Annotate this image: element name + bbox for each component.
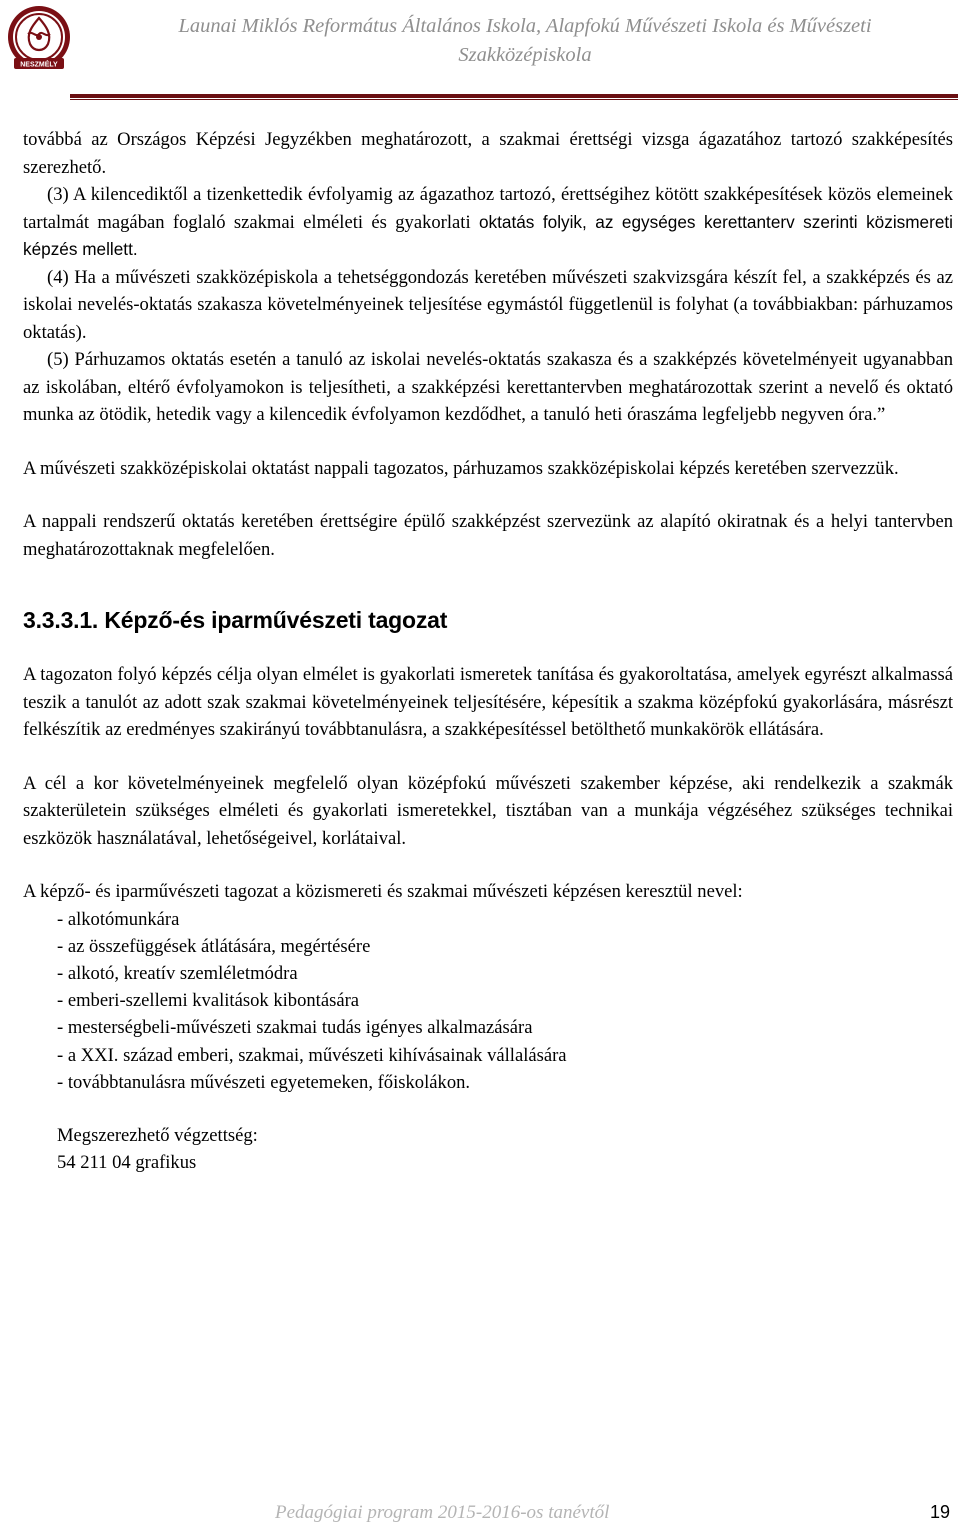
list-item: - továbbtanulásra művészeti egyetemeken, főiskolákon.: [57, 1071, 471, 1093]
qualification-block: [23, 1122, 953, 1177]
paragraph-3-part-a: (3) A kilencediktől a tizenkettedik évfolyamig az ágazathoz tartozó, érettségihez kötött szakképesítések közös elemeinek tartalmát magában foglaló szakmai elméleti és gyakorlati: [23, 184, 953, 233]
list-intro: A képző- és iparművészeti tagozat a közismereti és szakmai művészeti képzésen keresztül nevel:: [23, 881, 743, 902]
school-crest-icon: [4, 4, 74, 74]
paragraph-5: (5) Párhuzamos oktatás esetén a tanuló az iskolai nevelés-oktatás szakasza és a szakképzés követelményeit ugyanabban az iskolában, eltérő évfolyamokon is teljesítheti, a szakképzési kerettantervben meghatározottak szerint a nevelő és oktató munka az ötödik, hetedik vagy a kilencedik évfolyamon kezdődhet, a tanuló heti óraszáma legfeljebb negyven óra.”: [23, 349, 953, 425]
section-paragraph-2: A cél a kor követelményeinek megfelelő olyan középfokú művészeti szakember képzése, aki rendelkezik a szakmák szakterületein szükséges elméleti és gyakorlati ismeretekkel, tisztában van a munkája végzéséhez szükséges technikai eszközök használatával, lehetőségeivel, korlátaival.: [23, 772, 953, 849]
list-item: - az összefüggések átlátására, megértésére: [57, 935, 371, 957]
qualification-label: Megszerezhető végzettség:: [57, 1124, 258, 1146]
paragraph-daytime-education: A nappali rendszerű oktatás keretében érettségire épülő szakképzést szervezünk az alapító okiratnak és a helyi tantervben meghatározottaknak megfelelően.: [23, 511, 953, 560]
section-paragraph-1: A tagozaton folyó képzés célja olyan elmélet is gyakorlati ismeretek tanítása és gyakoroltatása, amelyek egyrészt alkalmassá teszik a tanulót az adott szak szakmai követelményeinek teljesítésére, képesítik a szakma középfokú gyakorlására, másrészt felkészítik az eredményes szakirányú továbbtanulásra, a szakképesítéssel betölthető munkakörök ellátására.: [23, 664, 953, 740]
list-item: - alkotó, kreatív szemléletmódra: [57, 962, 298, 984]
header-rule: [70, 94, 958, 98]
list-item: - a XXI. század emberi, szakmai, művészeti kihívásainak vállalására: [57, 1044, 567, 1066]
header-title-line1: Launai Miklós Református Általános Iskola, Alapfokú Művészeti Iskola és Művészeti: [178, 15, 872, 37]
page-content: [23, 126, 953, 1177]
paragraph-3: [23, 181, 953, 264]
section-heading: 3.3.3.1. Képző-és iparművészeti tagozat: [23, 607, 448, 633]
paragraph-3-part-b: oktatás folyik, az egységes kerettanterv szerinti közismereti képzés mellett.: [23, 211, 953, 259]
page-header: [0, 0, 960, 110]
list-item: - emberi-szellemi kvalitások kibontására: [57, 990, 360, 1012]
list-item: - mesterségbeli-művészeti szakmai tudás igényes alkalmazására: [57, 1017, 533, 1039]
header-title-line2: Szakközépiskola: [458, 44, 592, 66]
footer-text: Pedagógiai program 2015-2016-os tanévtől: [275, 1502, 610, 1523]
list-item: - alkotómunkára: [57, 908, 180, 930]
header-rule-thin: [70, 99, 958, 100]
paragraph-continued: továbbá az Országos Képzési Jegyzékben meghatározott, a szakmai érettségi vizsga ágazatához tartozó szakképesítés szerezhető.: [23, 129, 953, 178]
paragraph-4: (4) Ha a művészeti szakközépiskola a tehetséggondozás keretében művészeti szakvizsgára készít fel, a szakképzés és az iskolai nevelés-oktatás szakasza követelményeinek teljesítése egymástól függetlenül is folyhat (a továbbiakban: párhuzamos oktatás).: [23, 266, 953, 343]
paragraph-artistic-education: A művészeti szakközépiskolai oktatást nappali tagozatos, párhuzamos szakközépiskolai képzés keretében szervezzük.: [23, 457, 899, 479]
header-title: [105, 12, 945, 70]
qualification-value: 54 211 04 grafikus: [57, 1152, 197, 1174]
education-goals-list: [23, 906, 953, 1096]
page-number: 19: [930, 1502, 951, 1522]
logo-text: NESZMÉLY: [20, 61, 58, 69]
